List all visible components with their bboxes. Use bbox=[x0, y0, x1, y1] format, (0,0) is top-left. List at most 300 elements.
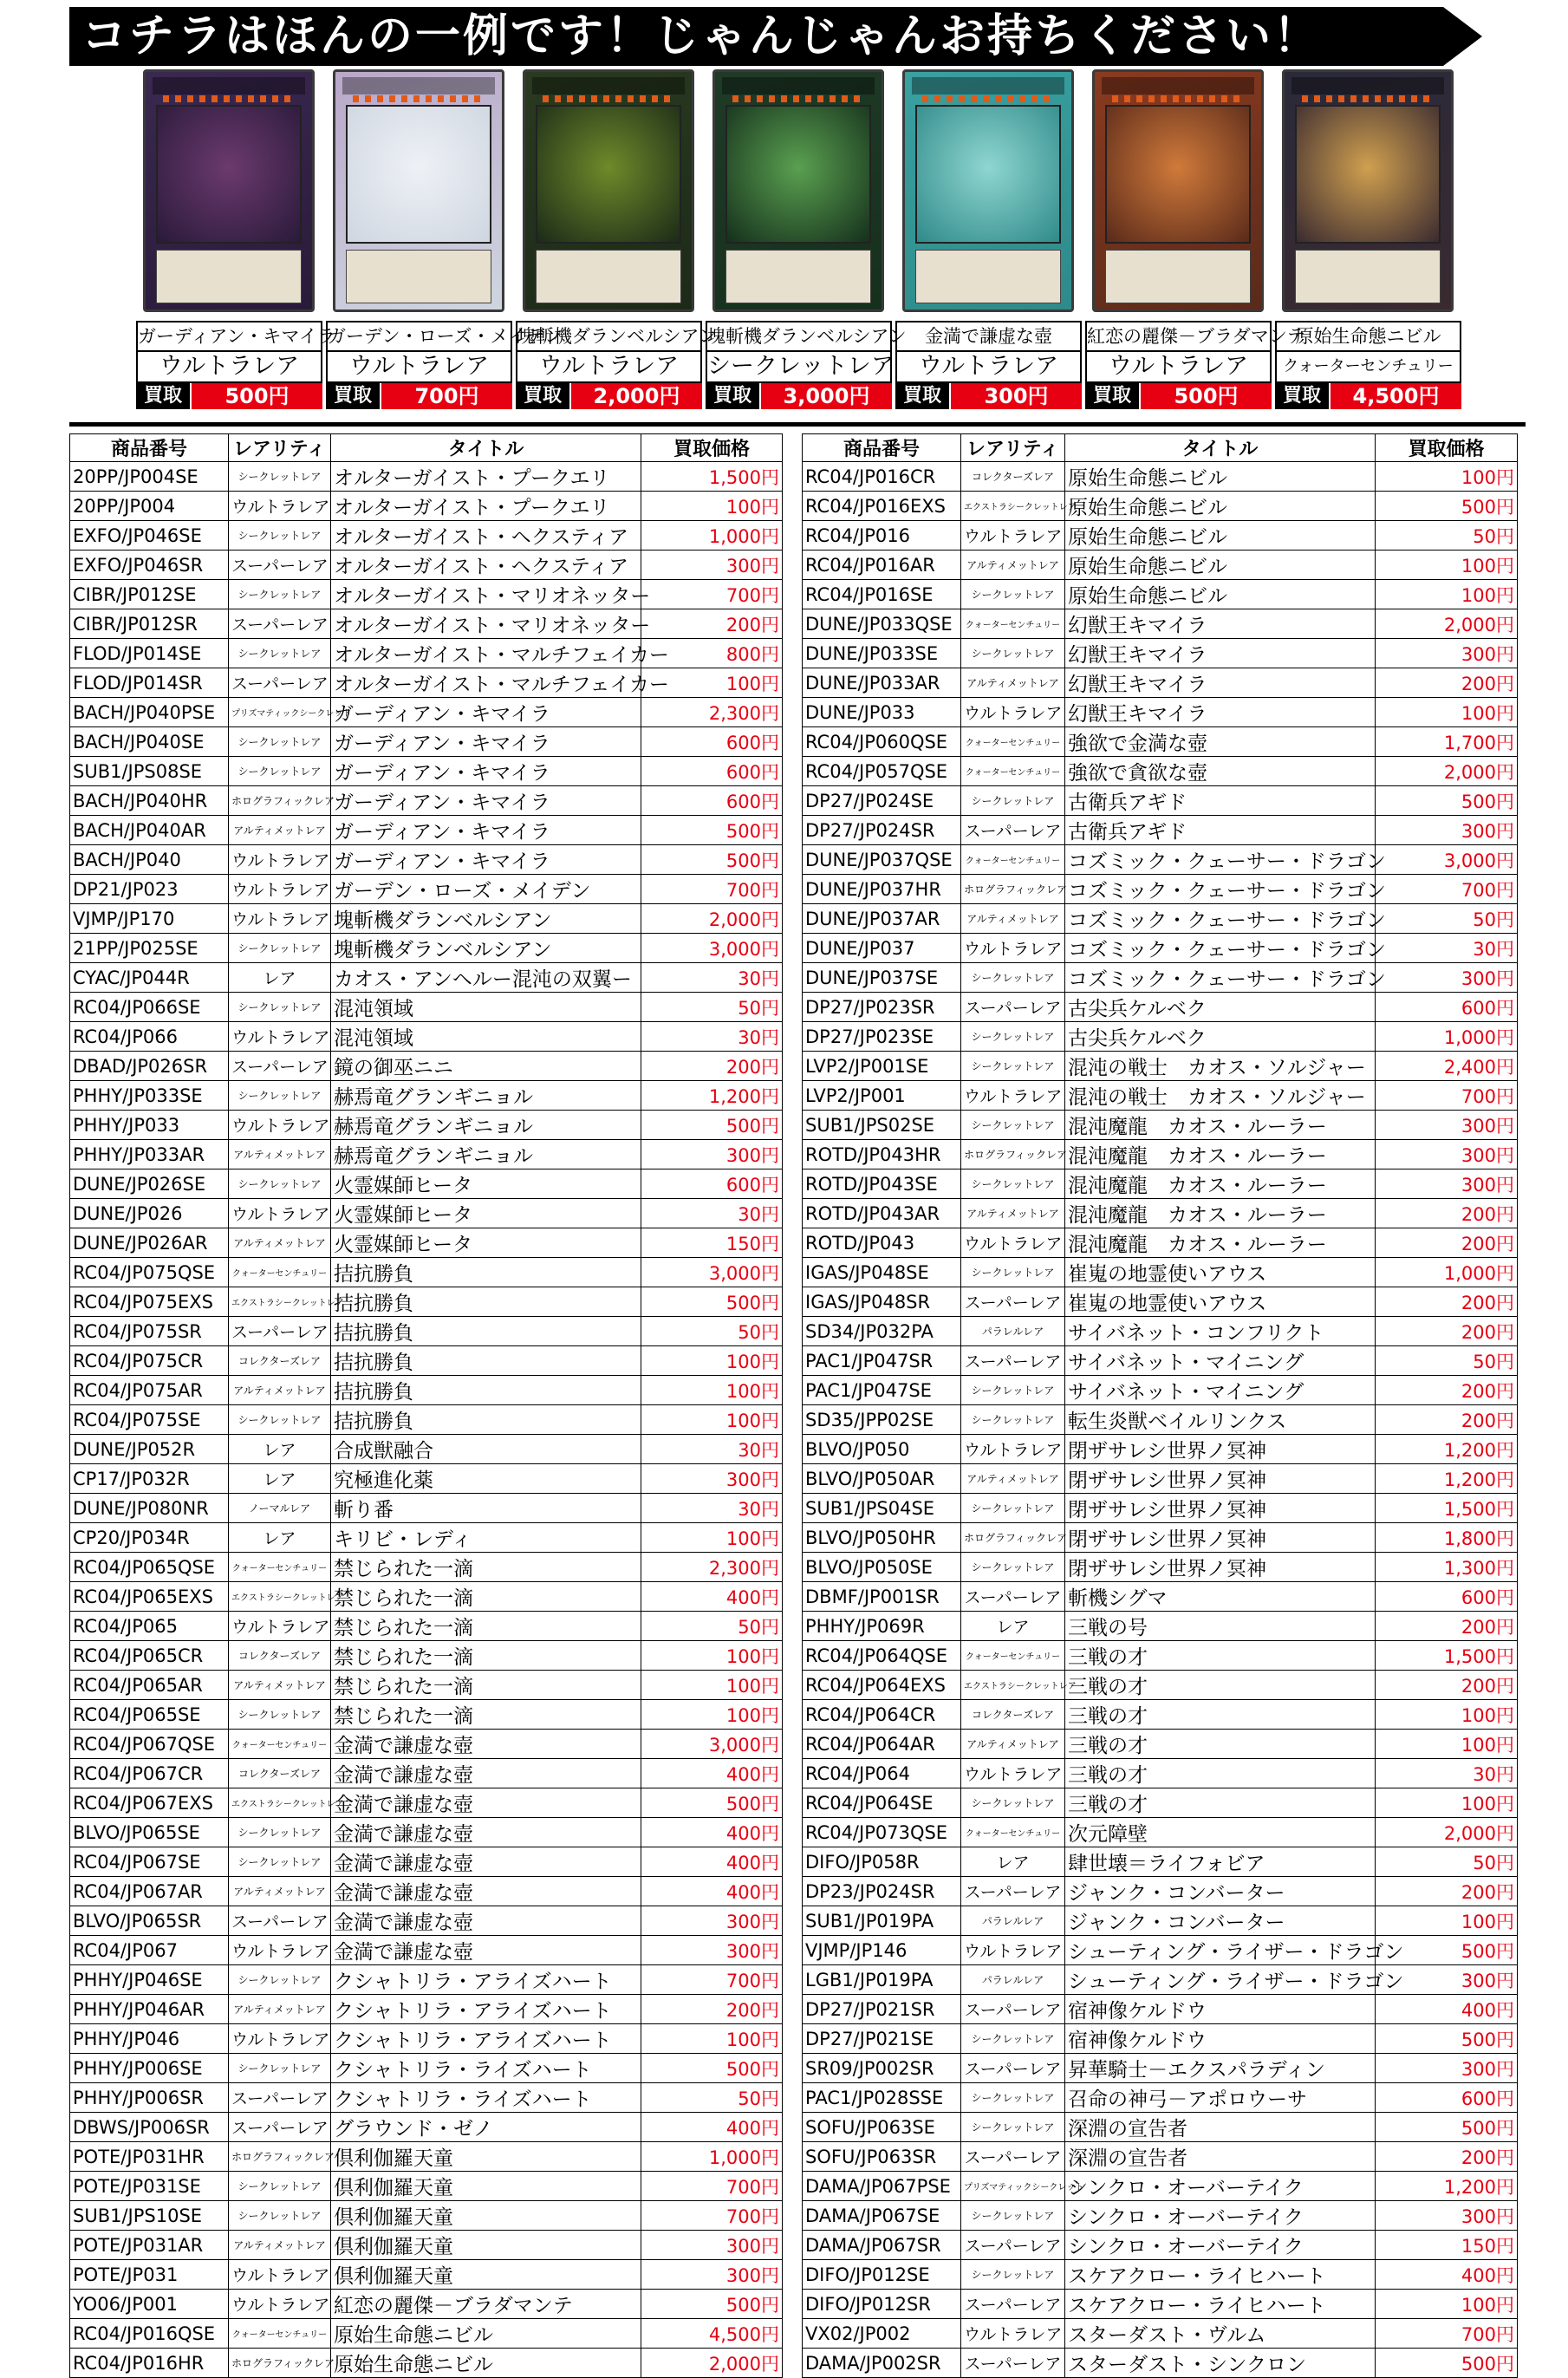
featured-price-row bbox=[706, 383, 892, 409]
buy-price: 100円 bbox=[641, 1641, 783, 1671]
table-row bbox=[803, 993, 1518, 1022]
card-title: 金満で謙虚な壺 bbox=[331, 1759, 641, 1788]
table-row bbox=[70, 1965, 783, 1995]
banner-text: コチラはほんの一例です！じゃんじゃんお持ちください！ bbox=[81, 10, 1322, 62]
rarity-cell: シークレットレア bbox=[961, 2201, 1065, 2231]
card-artwork bbox=[1295, 105, 1441, 244]
table-row bbox=[70, 1847, 783, 1877]
card-title: コズミック・クェーサー・ドラゴン bbox=[1065, 963, 1376, 993]
table-row bbox=[803, 2260, 1518, 2290]
buy-price: 1,000円 bbox=[1376, 1258, 1518, 1287]
card-title: ガーディアン・キマイラ bbox=[331, 727, 641, 757]
featured-price-row bbox=[136, 383, 322, 409]
header-title: タイトル bbox=[331, 434, 641, 462]
product-code: DUNE/JP037AR bbox=[803, 904, 961, 934]
buy-price: 600円 bbox=[641, 786, 783, 816]
featured-card-name: 紅恋の麗傑－ブラダマンテ bbox=[1085, 321, 1272, 352]
table-row bbox=[803, 1111, 1518, 1140]
table-row bbox=[803, 1228, 1518, 1258]
rarity-cell: クォーターセンチュリー bbox=[961, 727, 1065, 757]
table-row bbox=[70, 2083, 783, 2113]
buy-price: 1,700円 bbox=[1376, 727, 1518, 757]
rarity-cell: アルティメットレア bbox=[229, 1877, 331, 1906]
featured-cards bbox=[136, 69, 1462, 416]
product-code: RC04/JP075SR bbox=[70, 1317, 229, 1346]
product-code: RC04/JP075AR bbox=[70, 1376, 229, 1405]
buy-price: 500円 bbox=[641, 1111, 783, 1140]
card-title: 倶利伽羅天童 bbox=[331, 2142, 641, 2172]
rarity-cell: スーパーレア bbox=[229, 2083, 331, 2113]
buy-price: 50円 bbox=[1376, 1346, 1518, 1376]
card-level-stars bbox=[163, 95, 295, 102]
card-title: オルターガイスト・プークエリ bbox=[331, 492, 641, 521]
table-row bbox=[803, 757, 1518, 786]
buy-price: 300円 bbox=[641, 1906, 783, 1936]
table-row bbox=[803, 521, 1518, 551]
table-row bbox=[70, 934, 783, 963]
product-code: PHHY/JP033AR bbox=[70, 1140, 229, 1169]
product-code: RC04/JP016CR bbox=[803, 462, 961, 492]
card-title: コズミック・クェーサー・ドラゴン bbox=[1065, 904, 1376, 934]
table-row bbox=[70, 2349, 783, 2378]
rarity-cell: アルティメットレア bbox=[961, 904, 1065, 934]
buy-price: 500円 bbox=[641, 1287, 783, 1317]
rarity-cell: ウルトラレア bbox=[229, 2290, 331, 2319]
product-code: PHHY/JP046AR bbox=[70, 1995, 229, 2024]
table-row bbox=[803, 2172, 1518, 2201]
rarity-cell: ホログラフィックレア bbox=[961, 1140, 1065, 1169]
buy-price: 300円 bbox=[1376, 1140, 1518, 1169]
buy-price: 100円 bbox=[1376, 1906, 1518, 1936]
rarity-cell: スーパーレア bbox=[961, 1582, 1065, 1612]
table-row bbox=[803, 2054, 1518, 2083]
rarity-cell: ウルトラレア bbox=[961, 1228, 1065, 1258]
card-title: 原始生命態ニビル bbox=[1065, 462, 1376, 492]
card-level-stars bbox=[543, 95, 674, 102]
table-row bbox=[70, 1346, 783, 1376]
table-row bbox=[70, 1700, 783, 1730]
product-code: SR09/JP002SR bbox=[803, 2054, 961, 2083]
rarity-cell: ウルトラレア bbox=[961, 2319, 1065, 2349]
product-code: RC04/JP064SE bbox=[803, 1788, 961, 1818]
table-row bbox=[803, 2231, 1518, 2260]
buy-price: 500円 bbox=[641, 1788, 783, 1818]
buy-price: 500円 bbox=[641, 816, 783, 845]
card-title: 倶利伽羅天童 bbox=[331, 2201, 641, 2231]
table-row bbox=[70, 1494, 783, 1523]
product-code: RC04/JP064AR bbox=[803, 1730, 961, 1759]
buy-price: 200円 bbox=[1376, 2142, 1518, 2172]
table-row bbox=[803, 1995, 1518, 2024]
card-title: 塊斬機ダランベルシアン bbox=[331, 904, 641, 934]
rarity-cell: シークレットレア bbox=[961, 2113, 1065, 2142]
table-row bbox=[70, 698, 783, 727]
product-code: BACH/JP040PSE bbox=[70, 698, 229, 727]
buy-price: 700円 bbox=[1376, 2319, 1518, 2349]
card-title: 閉ザサレシ世界ノ冥神 bbox=[1065, 1435, 1376, 1464]
card-title: 崔嵬の地霊使いアウス bbox=[1065, 1287, 1376, 1317]
rarity-cell: スーパーレア bbox=[961, 2290, 1065, 2319]
product-code: VJMP/JP146 bbox=[803, 1936, 961, 1965]
rarity-cell: シークレットレア bbox=[961, 786, 1065, 816]
table-row bbox=[70, 639, 783, 668]
buy-price: 200円 bbox=[1376, 1199, 1518, 1228]
card-title: サイバネット・マイニング bbox=[1065, 1346, 1376, 1376]
product-code: LVP2/JP001SE bbox=[803, 1052, 961, 1081]
rarity-cell: クォーターセンチュリー bbox=[229, 2319, 331, 2349]
table-row bbox=[803, 1965, 1518, 1995]
rarity-cell: エクストラシークレットレア bbox=[961, 492, 1065, 521]
rarity-cell: シークレットレア bbox=[229, 993, 331, 1022]
product-code: RC04/JP064QSE bbox=[803, 1641, 961, 1671]
card-artwork bbox=[915, 105, 1061, 244]
rarity-cell: シークレットレア bbox=[229, 462, 331, 492]
table-row bbox=[70, 757, 783, 786]
card-title: サイバネット・コンフリクト bbox=[1065, 1317, 1376, 1346]
card-title: 閉ザサレシ世界ノ冥神 bbox=[1065, 1523, 1376, 1553]
card-title: 宿神像ケルドウ bbox=[1065, 2024, 1376, 2054]
rarity-cell: クォーターセンチュリー bbox=[961, 1641, 1065, 1671]
product-code: DUNE/JP026AR bbox=[70, 1228, 229, 1258]
product-code: SUB1/JPS08SE bbox=[70, 757, 229, 786]
product-code: DBAD/JP026SR bbox=[70, 1052, 229, 1081]
rarity-cell: レア bbox=[229, 1464, 331, 1494]
card-title: クシャトリラ・アライズハート bbox=[331, 1965, 641, 1995]
card-title: 三戦の才 bbox=[1065, 1700, 1376, 1730]
card-title: シンクロ・オーバーテイク bbox=[1065, 2231, 1376, 2260]
product-code: IGAS/JP048SE bbox=[803, 1258, 961, 1287]
card-image bbox=[523, 69, 694, 312]
buy-price: 300円 bbox=[1376, 816, 1518, 845]
featured-price-row bbox=[895, 383, 1082, 409]
buy-price: 200円 bbox=[1376, 1671, 1518, 1700]
rarity-cell: シークレットレア bbox=[961, 2260, 1065, 2290]
rarity-cell: シークレットレア bbox=[229, 2201, 331, 2231]
table-row bbox=[803, 668, 1518, 698]
buy-price: 1,000円 bbox=[1376, 1022, 1518, 1052]
card-title: オルターガイスト・マリオネッター bbox=[331, 609, 641, 639]
card-image bbox=[1092, 69, 1264, 312]
buy-price: 50円 bbox=[641, 1317, 783, 1346]
buy-price: 100円 bbox=[641, 2024, 783, 2054]
buy-price: 600円 bbox=[1376, 993, 1518, 1022]
card-title: 拮抗勝負 bbox=[331, 1287, 641, 1317]
product-code: RC04/JP065AR bbox=[70, 1671, 229, 1700]
buy-price: 50円 bbox=[641, 1612, 783, 1641]
buy-price: 30円 bbox=[641, 963, 783, 993]
rarity-cell: スーパーレア bbox=[961, 2054, 1065, 2083]
buy-price: 30円 bbox=[641, 1022, 783, 1052]
header-rarity: レアリティ bbox=[229, 434, 331, 462]
buy-price: 700円 bbox=[641, 2172, 783, 2201]
card-title: 閉ザサレシ世界ノ冥神 bbox=[1065, 1464, 1376, 1494]
table-row bbox=[803, 1700, 1518, 1730]
card-title: 塊斬機ダランベルシアン bbox=[331, 934, 641, 963]
rarity-cell: ウルトラレア bbox=[961, 1759, 1065, 1788]
rarity-cell: コレクターズレア bbox=[229, 1641, 331, 1671]
card-title: 三戦の才 bbox=[1065, 1788, 1376, 1818]
table-row bbox=[70, 1818, 783, 1847]
rarity-cell: シークレットレア bbox=[229, 757, 331, 786]
card-title: 火霊媒師ヒータ bbox=[331, 1199, 641, 1228]
product-code: DUNE/JP080NR bbox=[70, 1494, 229, 1523]
rarity-cell: スーパーレア bbox=[961, 816, 1065, 845]
product-code: DUNE/JP037HR bbox=[803, 875, 961, 904]
product-code: PAC1/JP047SE bbox=[803, 1376, 961, 1405]
product-code: RC04/JP066SE bbox=[70, 993, 229, 1022]
rarity-cell: シークレットレア bbox=[961, 2024, 1065, 2054]
card-title: シンクロ・オーバーテイク bbox=[1065, 2201, 1376, 2231]
table-row bbox=[803, 2201, 1518, 2231]
card-image bbox=[902, 69, 1074, 312]
table-row bbox=[803, 1936, 1518, 1965]
buy-price: 200円 bbox=[1376, 668, 1518, 698]
product-code: SUB1/JPS04SE bbox=[803, 1494, 961, 1523]
buy-price: 1,500円 bbox=[1376, 1641, 1518, 1671]
product-code: VJMP/JP170 bbox=[70, 904, 229, 934]
rarity-cell: シークレットレア bbox=[229, 2172, 331, 2201]
card-title: 深淵の宣告者 bbox=[1065, 2113, 1376, 2142]
card-title: 混沌領域 bbox=[331, 993, 641, 1022]
table-row bbox=[70, 492, 783, 521]
table-row bbox=[803, 492, 1518, 521]
product-code: PHHY/JP046 bbox=[70, 2024, 229, 2054]
card-title: クシャトリラ・ライズハート bbox=[331, 2054, 641, 2083]
table-row bbox=[803, 1847, 1518, 1877]
buy-price: 300円 bbox=[1376, 2054, 1518, 2083]
buy-price: 700円 bbox=[641, 1965, 783, 1995]
rarity-cell: シークレットレア bbox=[229, 934, 331, 963]
featured-card-price: 500円 bbox=[192, 383, 322, 409]
buy-price: 600円 bbox=[641, 727, 783, 757]
rarity-cell: クォーターセンチュリー bbox=[961, 609, 1065, 639]
buy-price: 100円 bbox=[1376, 551, 1518, 580]
card-text-box bbox=[1295, 250, 1441, 303]
table-row bbox=[70, 1877, 783, 1906]
buy-price: 700円 bbox=[1376, 875, 1518, 904]
product-code: BACH/JP040HR bbox=[70, 786, 229, 816]
buy-price: 100円 bbox=[1376, 1730, 1518, 1759]
product-code: RC04/JP016EXS bbox=[803, 492, 961, 521]
rarity-cell: ノーマルレア bbox=[229, 1494, 331, 1523]
buy-price: 200円 bbox=[1376, 1612, 1518, 1641]
buy-price: 1,200円 bbox=[641, 1081, 783, 1111]
product-code: RC04/JP073QSE bbox=[803, 1818, 961, 1847]
product-code: SD34/JP032PA bbox=[803, 1317, 961, 1346]
table-row bbox=[70, 993, 783, 1022]
card-artwork bbox=[536, 105, 681, 244]
card-title: 強欲で貪欲な壺 bbox=[1065, 757, 1376, 786]
buy-price: 2,300円 bbox=[641, 1553, 783, 1582]
card-text-box bbox=[346, 250, 491, 303]
rarity-cell: クォーターセンチュリー bbox=[961, 845, 1065, 875]
buy-price: 50円 bbox=[1376, 521, 1518, 551]
buy-price: 400円 bbox=[641, 1877, 783, 1906]
buy-price: 500円 bbox=[641, 845, 783, 875]
card-title: 金満で謙虚な壺 bbox=[331, 1936, 641, 1965]
featured-card-rarity: クォーターセンチュリー bbox=[1275, 352, 1461, 383]
card-level-stars bbox=[1112, 95, 1244, 102]
header-banner bbox=[69, 7, 1482, 66]
card-title: オルターガイスト・マリオネッター bbox=[331, 580, 641, 609]
product-code: RC04/JP064CR bbox=[803, 1700, 961, 1730]
table-row bbox=[70, 1582, 783, 1612]
product-code: RC04/JP065QSE bbox=[70, 1553, 229, 1582]
rarity-cell: アルティメットレア bbox=[229, 1671, 331, 1700]
card-title: 金満で謙虚な壺 bbox=[331, 1847, 641, 1877]
table-row bbox=[803, 580, 1518, 609]
table-row bbox=[803, 1641, 1518, 1671]
buy-price: 30円 bbox=[641, 1494, 783, 1523]
featured-price-row bbox=[516, 383, 702, 409]
rarity-cell: アルティメットレア bbox=[229, 1376, 331, 1405]
card-title: 召命の神弓－アポロウーサ bbox=[1065, 2083, 1376, 2113]
card-title: スターダスト・シンクロン bbox=[1065, 2349, 1376, 2378]
table-row bbox=[70, 1906, 783, 1936]
rarity-cell: シークレットレア bbox=[961, 1376, 1065, 1405]
card-title: 転生炎獣ベイルリンクス bbox=[1065, 1405, 1376, 1435]
table-row bbox=[70, 521, 783, 551]
buy-label: 買取 bbox=[516, 383, 569, 409]
product-code: RC04/JP016SE bbox=[803, 580, 961, 609]
rarity-cell: シークレットレア bbox=[961, 1494, 1065, 1523]
product-code: POTE/JP031 bbox=[70, 2260, 229, 2290]
product-code: RC04/JP067 bbox=[70, 1936, 229, 1965]
table-row bbox=[803, 1523, 1518, 1553]
card-title: 禁じられた一滴 bbox=[331, 1582, 641, 1612]
buy-price: 30円 bbox=[1376, 1759, 1518, 1788]
rarity-cell: スーパーレア bbox=[961, 1995, 1065, 2024]
product-code: ROTD/JP043HR bbox=[803, 1140, 961, 1169]
rarity-cell: アルティメットレア bbox=[229, 1995, 331, 2024]
buy-price: 300円 bbox=[641, 1140, 783, 1169]
product-code: DUNE/JP037SE bbox=[803, 963, 961, 993]
card-artwork bbox=[346, 105, 491, 244]
rarity-cell: シークレットレア bbox=[229, 2054, 331, 2083]
buy-price: 300円 bbox=[1376, 1169, 1518, 1199]
card-title: スケアクロー・ライヒハート bbox=[1065, 2260, 1376, 2290]
buy-price: 150円 bbox=[641, 1228, 783, 1258]
card-title: 幻獣王キマイラ bbox=[1065, 639, 1376, 668]
rarity-cell: シークレットレア bbox=[229, 1169, 331, 1199]
table-row bbox=[803, 1052, 1518, 1081]
header-price: 買取価格 bbox=[641, 434, 783, 462]
product-code: RC04/JP075CR bbox=[70, 1346, 229, 1376]
card-title: 混沌魔龍 カオス・ルーラー bbox=[1065, 1228, 1376, 1258]
buy-price: 200円 bbox=[1376, 1228, 1518, 1258]
rarity-cell: シークレットレア bbox=[229, 1081, 331, 1111]
product-code: RC04/JP067EXS bbox=[70, 1788, 229, 1818]
buy-price: 1,500円 bbox=[641, 462, 783, 492]
product-code: RC04/JP065SE bbox=[70, 1700, 229, 1730]
buy-price: 1,000円 bbox=[641, 2142, 783, 2172]
header-code: 商品番号 bbox=[803, 434, 961, 462]
buy-price: 200円 bbox=[1376, 1376, 1518, 1405]
card-title: 混沌魔龍 カオス・ルーラー bbox=[1065, 1169, 1376, 1199]
card-title: 赫焉竜グランギニョル bbox=[331, 1081, 641, 1111]
card-title: ガーディアン・キマイラ bbox=[331, 816, 641, 845]
table-row bbox=[70, 1258, 783, 1287]
buy-price: 200円 bbox=[641, 1052, 783, 1081]
product-code: RC04/JP075SE bbox=[70, 1405, 229, 1435]
card-title: 昇華騎士－エクスパラディン bbox=[1065, 2054, 1376, 2083]
buy-price: 100円 bbox=[641, 1405, 783, 1435]
rarity-cell: スーパーレア bbox=[961, 1287, 1065, 1317]
card-title: コズミック・クェーサー・ドラゴン bbox=[1065, 875, 1376, 904]
product-code: RC04/JP016 bbox=[803, 521, 961, 551]
rarity-cell: アルティメットレア bbox=[961, 668, 1065, 698]
table-row bbox=[803, 698, 1518, 727]
card-text-box bbox=[536, 250, 681, 303]
table-row bbox=[803, 963, 1518, 993]
card-title: 深淵の宣告者 bbox=[1065, 2142, 1376, 2172]
table-row bbox=[70, 1405, 783, 1435]
table-row bbox=[70, 2290, 783, 2319]
product-code: IGAS/JP048SR bbox=[803, 1287, 961, 1317]
rarity-cell: シークレットレア bbox=[229, 727, 331, 757]
card-title: 混沌魔龍 カオス・ルーラー bbox=[1065, 1199, 1376, 1228]
rarity-cell: エクストラシークレットレア bbox=[961, 1671, 1065, 1700]
buy-price: 30円 bbox=[641, 1199, 783, 1228]
product-code: EXFO/JP046SR bbox=[70, 551, 229, 580]
buy-price: 1,200円 bbox=[1376, 1464, 1518, 1494]
table-row bbox=[803, 1376, 1518, 1405]
table-row bbox=[70, 1022, 783, 1052]
product-code: RC04/JP067CR bbox=[70, 1759, 229, 1788]
table-row bbox=[803, 1199, 1518, 1228]
card-title: ガーディアン・キマイラ bbox=[331, 698, 641, 727]
table-row bbox=[803, 2083, 1518, 2113]
buy-price: 2,000円 bbox=[1376, 757, 1518, 786]
product-code: DP27/JP021SE bbox=[803, 2024, 961, 2054]
buy-price: 700円 bbox=[641, 875, 783, 904]
product-code: PHHY/JP033SE bbox=[70, 1081, 229, 1111]
card-title: 合成獣融合 bbox=[331, 1435, 641, 1464]
card-title: 紅恋の麗傑－ブラダマンテ bbox=[331, 2290, 641, 2319]
rarity-cell: シークレットレア bbox=[961, 580, 1065, 609]
product-code: DAMA/JP002SR bbox=[803, 2349, 961, 2378]
product-code: DUNE/JP033 bbox=[803, 698, 961, 727]
rarity-cell: スーパーレア bbox=[229, 609, 331, 639]
card-title: 金満で謙虚な壺 bbox=[331, 1818, 641, 1847]
table-row bbox=[70, 1995, 783, 2024]
buy-price: 500円 bbox=[1376, 1936, 1518, 1965]
product-code: BLVO/JP050AR bbox=[803, 1464, 961, 1494]
buy-price: 300円 bbox=[1376, 1965, 1518, 1995]
rarity-cell: ウルトラレア bbox=[961, 1936, 1065, 1965]
rarity-cell: ウルトラレア bbox=[961, 1081, 1065, 1111]
product-code: DP21/JP023 bbox=[70, 875, 229, 904]
rarity-cell: ウルトラレア bbox=[229, 1022, 331, 1052]
rarity-cell: スーパーレア bbox=[961, 1346, 1065, 1376]
card-title: 原始生命態ニビル bbox=[331, 2319, 641, 2349]
buy-price: 400円 bbox=[641, 1582, 783, 1612]
product-code: POTE/JP031SE bbox=[70, 2172, 229, 2201]
product-code: SUB1/JPS10SE bbox=[70, 2201, 229, 2231]
product-code: DAMA/JP067SE bbox=[803, 2201, 961, 2231]
card-title: 赫焉竜グランギニョル bbox=[331, 1111, 641, 1140]
table-row bbox=[803, 1906, 1518, 1936]
buy-price: 2,000円 bbox=[1376, 1818, 1518, 1847]
buy-price: 300円 bbox=[1376, 1111, 1518, 1140]
rarity-cell: シークレットレア bbox=[961, 639, 1065, 668]
product-code: DP27/JP024SE bbox=[803, 786, 961, 816]
rarity-cell: シークレットレア bbox=[229, 1847, 331, 1877]
card-title: カオス・アンヘルー混沌の双翼ー bbox=[331, 963, 641, 993]
table-row bbox=[70, 551, 783, 580]
buy-price: 100円 bbox=[641, 1671, 783, 1700]
table-row bbox=[803, 1346, 1518, 1376]
